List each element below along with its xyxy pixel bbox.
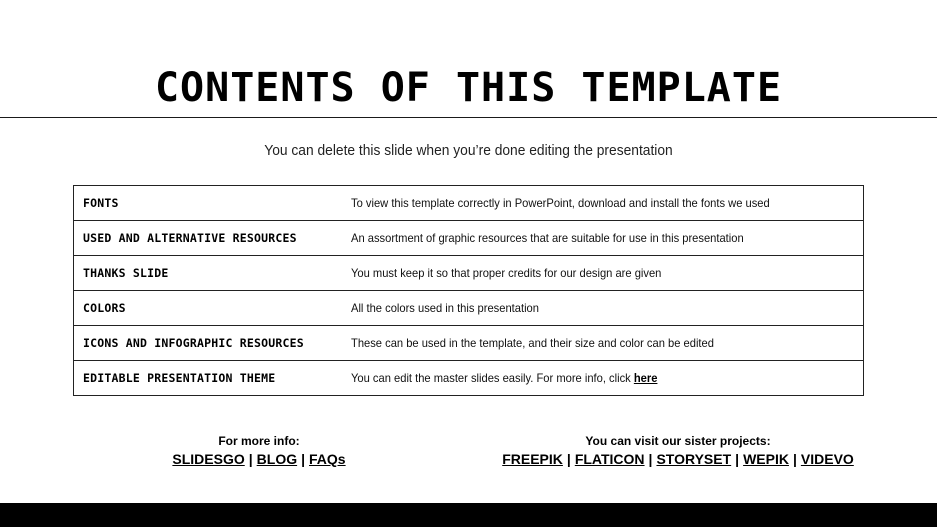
slide-title: CONTENTS OF THIS TEMPLATE xyxy=(154,65,783,111)
row-name: FONTS xyxy=(74,186,352,221)
table-row xyxy=(74,186,864,221)
row-description-text: To view this template correctly in PowerPoint, download and install the fonts we used xyxy=(351,196,770,210)
flaticon-link[interactable]: FLATICON xyxy=(574,451,645,467)
storyset-link[interactable]: STORYSET xyxy=(656,451,732,467)
row-name: ICONS AND INFOGRAPHIC RESOURCES xyxy=(74,326,352,361)
contents-table xyxy=(73,185,864,396)
row-description-text: You can edit the master slides easily. For more info, click xyxy=(351,371,634,385)
table-row xyxy=(74,256,864,291)
row-description xyxy=(351,256,864,291)
videvo-link[interactable]: VIDEVO xyxy=(800,451,854,467)
row-description xyxy=(351,186,864,221)
table-row xyxy=(74,361,864,396)
link-separator: | xyxy=(248,451,253,467)
row-name: THANKS SLIDE xyxy=(74,256,352,291)
row-name: EDITABLE PRESENTATION THEME xyxy=(74,361,352,396)
sister-projects-label: You can visit our sister projects: xyxy=(585,434,771,448)
link-separator: | xyxy=(792,451,797,467)
link-separator: | xyxy=(301,451,306,467)
table-row xyxy=(74,326,864,361)
link-separator: | xyxy=(648,451,653,467)
wepik-link[interactable]: WEPIK xyxy=(743,451,789,467)
sister-projects-links xyxy=(498,451,858,467)
slide-subtitle: You can delete this slide when you’re done editing the presentation xyxy=(264,142,673,159)
more-info-block xyxy=(158,434,360,467)
table-row xyxy=(74,291,864,326)
table-row xyxy=(74,221,864,256)
here-link[interactable]: here xyxy=(633,371,658,385)
more-info-label: For more info: xyxy=(218,434,300,448)
row-description xyxy=(351,221,864,256)
row-description-text: You must keep it so that proper credits for our design are given xyxy=(351,266,662,280)
sister-projects-block xyxy=(498,434,858,467)
link-separator: | xyxy=(566,451,571,467)
row-name: USED AND ALTERNATIVE RESOURCES xyxy=(74,221,352,256)
more-info-links xyxy=(158,451,360,467)
row-description xyxy=(351,361,864,396)
footer-bar xyxy=(0,503,937,527)
row-description-text: An assortment of graphic resources that are suitable for use in this presentation xyxy=(351,231,744,245)
title-divider xyxy=(0,117,937,118)
row-description xyxy=(351,291,864,326)
blog-link[interactable]: BLOG xyxy=(256,451,298,467)
faqs-link[interactable]: FAQs xyxy=(309,451,346,467)
freepik-link[interactable]: FREEPIK xyxy=(502,451,563,467)
row-name: COLORS xyxy=(74,291,352,326)
slidesgo-link[interactable]: SLIDESGO xyxy=(172,451,245,467)
row-description-text: These can be used in the template, and their size and color can be edited xyxy=(351,336,714,350)
link-separator: | xyxy=(735,451,740,467)
row-description xyxy=(351,326,864,361)
row-description-text: All the colors used in this presentation xyxy=(351,301,539,315)
